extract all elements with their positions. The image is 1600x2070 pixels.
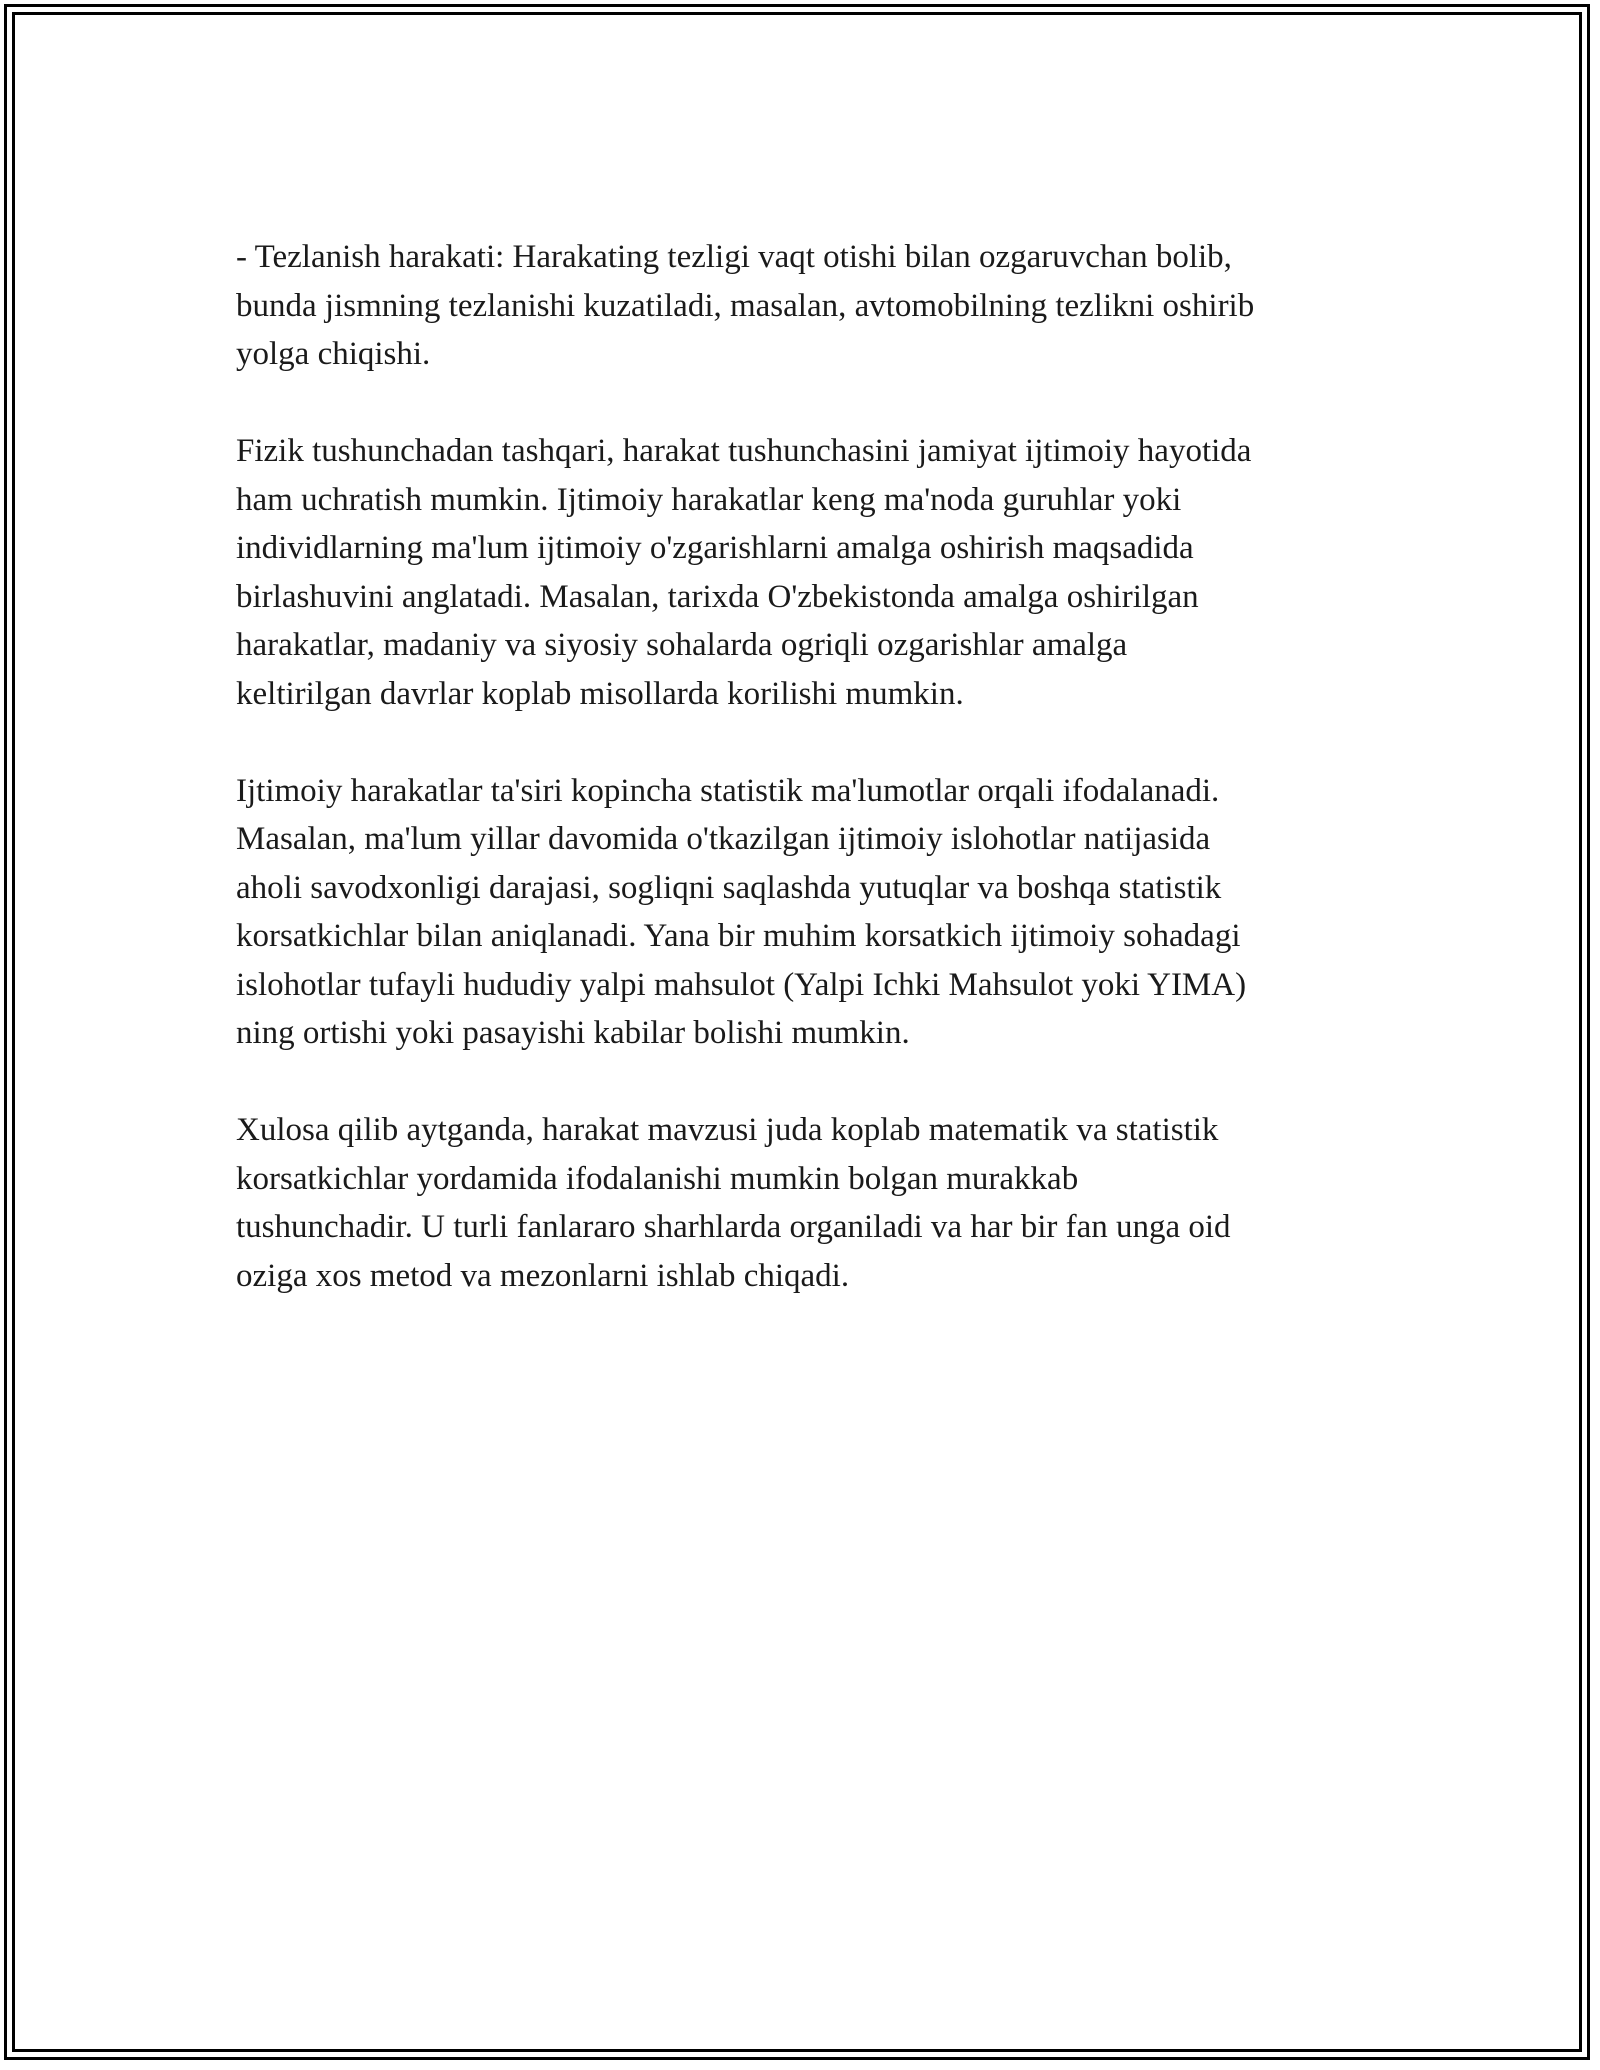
text-line: tushunchadir. U turli fanlararo sharhlarda organiladi va har bir fan unga oid (236, 1209, 1231, 1245)
document-body (236, 233, 1386, 1349)
text-line: ham uchratish mumkin. Ijtimoiy harakatlar keng ma'noda guruhlar yoki (236, 481, 1182, 518)
text-line: oziga xos metod va mezonlarni ishlab chiqadi. (236, 1257, 850, 1294)
text-line: individlarning ma'lum ijtimoiy o'zgarishlarni amalga oshirish maqsadida (236, 530, 1194, 566)
text-line: keltirilgan davrlar koplab misollarda korilishi mumkin. (236, 675, 964, 712)
text-line: korsatkichlar yordamida ifodalanishi mumkin bolgan murakkab (236, 1160, 1079, 1197)
text-line: - Tezlanish harakati: Harakating tezligi vaqt otishi bilan ozgaruvchan bolib, (236, 239, 1232, 275)
text-line: Ijtimoiy harakatlar ta'siri kopincha statistik ma'lumotlar orqali ifodalanadi. (236, 772, 1220, 809)
paragraph-statistical-impact (236, 767, 1386, 1058)
text-line: harakatlar, madaniy va siyosiy sohalarda ogriqli ozgarishlar amalga (236, 627, 1128, 663)
paragraph-conclusion (236, 1106, 1386, 1300)
paragraph-social-movement (236, 427, 1386, 718)
text-line: korsatkichlar bilan aniqlanadi. Yana bir muhim korsatkich ijtimoiy sohadagi (236, 918, 1241, 954)
paragraph-acceleration-motion (236, 233, 1386, 379)
text-line: birlashuvini anglatadi. Masalan, tarixda O'zbekistonda amalga oshirilgan (236, 578, 1199, 615)
text-line: Fizik tushunchadan tashqari, harakat tushunchasini jamiyat ijtimoiy hayotida (236, 433, 1252, 469)
text-line: Masalan, ma'lum yillar davomida o'tkazilgan ijtimoiy islohotlar natijasida (236, 821, 1211, 857)
text-line: yolga chiqishi. (236, 336, 431, 372)
text-line: aholi savodxonligi darajasi, sogliqni saqlashda yutuqlar va boshqa statistik (236, 869, 1222, 906)
text-line: bunda jismning tezlanishi kuzatiladi, masalan, avtomobilning tezlikni oshirib (236, 287, 1255, 324)
text-line: ning ortishi yoki pasayishi kabilar bolishi mumkin. (236, 1015, 910, 1051)
text-line: Xulosa qilib aytganda, harakat mavzusi juda koplab matematik va statistik (236, 1112, 1219, 1148)
text-line: islohotlar tufayli hududiy yalpi mahsulot (Yalpi Ichki Mahsulot yoki YIMA) (236, 966, 1247, 1003)
